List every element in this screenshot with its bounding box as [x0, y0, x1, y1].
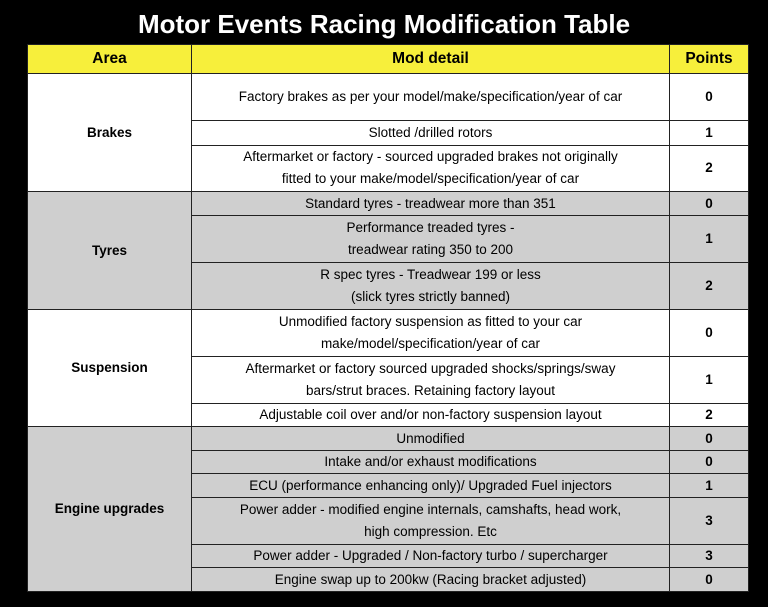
mod-detail-line: Aftermarket or factory - sourced upgraded brakes not originally — [243, 149, 618, 165]
points-cell: 3 — [670, 497, 749, 544]
mod-detail-line: Performance treaded tyres - — [346, 219, 515, 235]
mod-detail-line: (slick tyres strictly banned) — [350, 288, 511, 304]
points-cell: 1 — [670, 215, 749, 262]
points-cell: 0 — [670, 74, 749, 121]
mod-detail-line: bars/strut braces. Retaining factory layout — [305, 382, 556, 398]
mod-detail-line: Adjustable coil over and/or non-factory suspension layout — [259, 407, 602, 423]
points-cell: 0 — [670, 192, 749, 215]
mod-detail-line: fitted to your make/model/specification/year of car — [281, 171, 580, 187]
table-row — [28, 309, 749, 356]
mod-detail-line: Factory brakes as per your model/make/specification/year of car — [238, 88, 623, 104]
points-cell: 2 — [670, 145, 749, 192]
mod-detail-line: treadwear rating 350 to 200 — [347, 241, 514, 257]
mod-detail-cell — [192, 356, 670, 403]
mod-detail-line: Standard tyres - treadwear more than 351 — [305, 195, 556, 211]
mod-detail-line: R spec tyres - Treadwear 199 or less — [320, 266, 541, 282]
mod-detail-line: Intake and/or exhaust modifications — [324, 454, 537, 470]
area-cell: Suspension — [28, 309, 192, 426]
page-title: Motor Events Racing Modification Table — [137, 9, 631, 39]
mod-detail-cell — [192, 145, 670, 192]
mod-detail-cell — [192, 120, 670, 145]
header-mod-detail: Mod detail — [192, 45, 670, 74]
mod-detail-cell — [192, 74, 670, 121]
points-cell: 2 — [670, 262, 749, 309]
modification-table — [27, 44, 749, 592]
points-cell: 3 — [670, 544, 749, 567]
mod-detail-cell — [192, 403, 670, 426]
points-cell: 1 — [670, 120, 749, 145]
points-cell: 0 — [670, 450, 749, 473]
table-row — [28, 427, 749, 450]
mod-detail-line: make/model/specification/year of car — [320, 335, 541, 351]
mod-detail-line: Aftermarket or factory sourced upgraded shocks/springs/sway — [245, 360, 616, 376]
mod-detail-cell — [192, 450, 670, 473]
points-cell: 1 — [670, 356, 749, 403]
mod-detail-cell — [192, 262, 670, 309]
points-cell: 0 — [670, 309, 749, 356]
mod-detail-line: Slotted /drilled rotors — [368, 124, 493, 140]
mod-detail-line: ECU (performance enhancing only)/ Upgraded Fuel injectors — [249, 477, 612, 493]
table-row — [28, 192, 749, 215]
mod-detail-line: Unmodified — [396, 430, 465, 446]
mod-detail-cell — [192, 192, 670, 215]
header-row — [28, 45, 749, 74]
points-cell: 1 — [670, 474, 749, 497]
mod-detail-cell — [192, 309, 670, 356]
mod-detail-cell — [192, 497, 670, 544]
points-cell: 0 — [670, 568, 749, 592]
table-row — [28, 74, 749, 121]
mod-detail-cell — [192, 568, 670, 592]
mod-detail-line: Power adder - Upgraded / Non-factory turbo / supercharger — [253, 548, 608, 564]
mod-detail-cell — [192, 427, 670, 450]
mod-detail-cell — [192, 474, 670, 497]
header-points: Points — [670, 45, 749, 74]
header-area: Area — [28, 45, 192, 74]
table-body — [28, 74, 749, 592]
area-cell: Tyres — [28, 192, 192, 309]
mod-detail-cell — [192, 215, 670, 262]
mod-detail-line: Power adder - modified engine internals, camshafts, head work, — [239, 501, 622, 517]
mod-detail-line: Unmodified factory suspension as fitted to your car — [278, 313, 583, 329]
area-cell: Engine upgrades — [28, 427, 192, 592]
points-cell: 2 — [670, 403, 749, 426]
mod-detail-line: high compression. Etc — [364, 523, 497, 539]
points-cell: 0 — [670, 427, 749, 450]
mod-detail-cell — [192, 544, 670, 567]
area-cell: Brakes — [28, 74, 192, 192]
mod-detail-line: Engine swap up to 200kw (Racing bracket adjusted) — [274, 571, 587, 587]
